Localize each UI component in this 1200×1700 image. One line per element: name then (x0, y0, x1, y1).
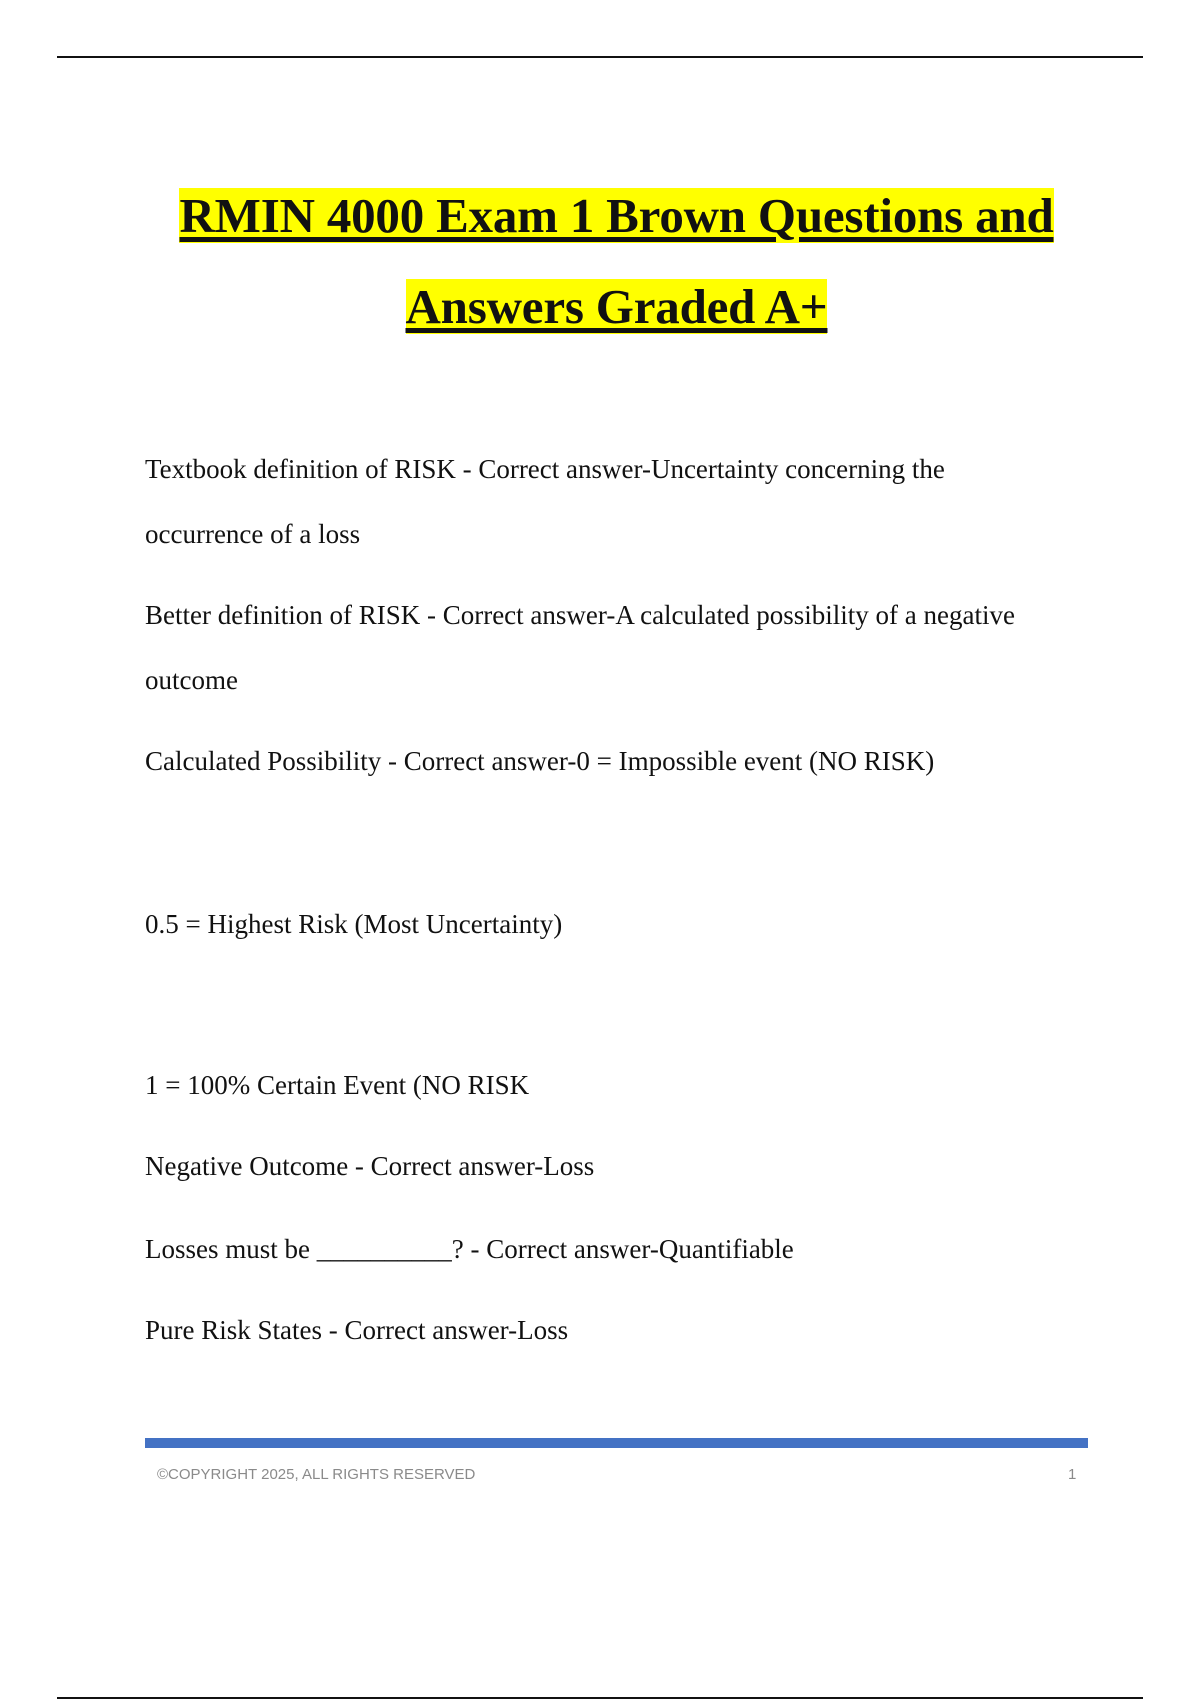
title-line-1: RMIN 4000 Exam 1 Brown Questions and (179, 188, 1054, 243)
qa-line-highest-risk: 0.5 = Highest Risk (Most Uncertainty) (145, 909, 563, 939)
qa-line-losses-quantifiable: Losses must be __________? - Correct answer-Quantifiable (145, 1234, 794, 1264)
qa-line-pure-risk: Pure Risk States - Correct answer-Loss (145, 1315, 569, 1345)
qa-line-negative-outcome: Negative Outcome - Correct answer-Loss (145, 1151, 595, 1181)
qa-line-better-risk-cont: outcome (145, 665, 238, 695)
footer-bar (145, 1438, 1088, 1448)
qa-line-calculated-possibility: Calculated Possibility - Correct answer-0 = Impossible event (NO RISK) (145, 746, 935, 776)
footer-page-number: 1 (1068, 1466, 1077, 1483)
qa-line-certain-event: 1 = 100% Certain Event (NO RISK (145, 1070, 530, 1100)
qa-line-textbook-risk: Textbook definition of RISK - Correct answer-Uncertainty concerning the (145, 454, 945, 484)
bottom-divider (57, 1697, 1143, 1699)
qa-line-better-risk: Better definition of RISK - Correct answer-A calculated possibility of a negative (145, 600, 1015, 630)
top-divider (57, 56, 1143, 58)
title-line-2: Answers Graded A+ (405, 279, 828, 334)
qa-line-textbook-risk-cont: occurrence of a loss (145, 519, 361, 549)
footer-copyright: ©COPYRIGHT 2025, ALL RIGHTS RESERVED (157, 1466, 476, 1483)
document-title (145, 170, 1088, 352)
